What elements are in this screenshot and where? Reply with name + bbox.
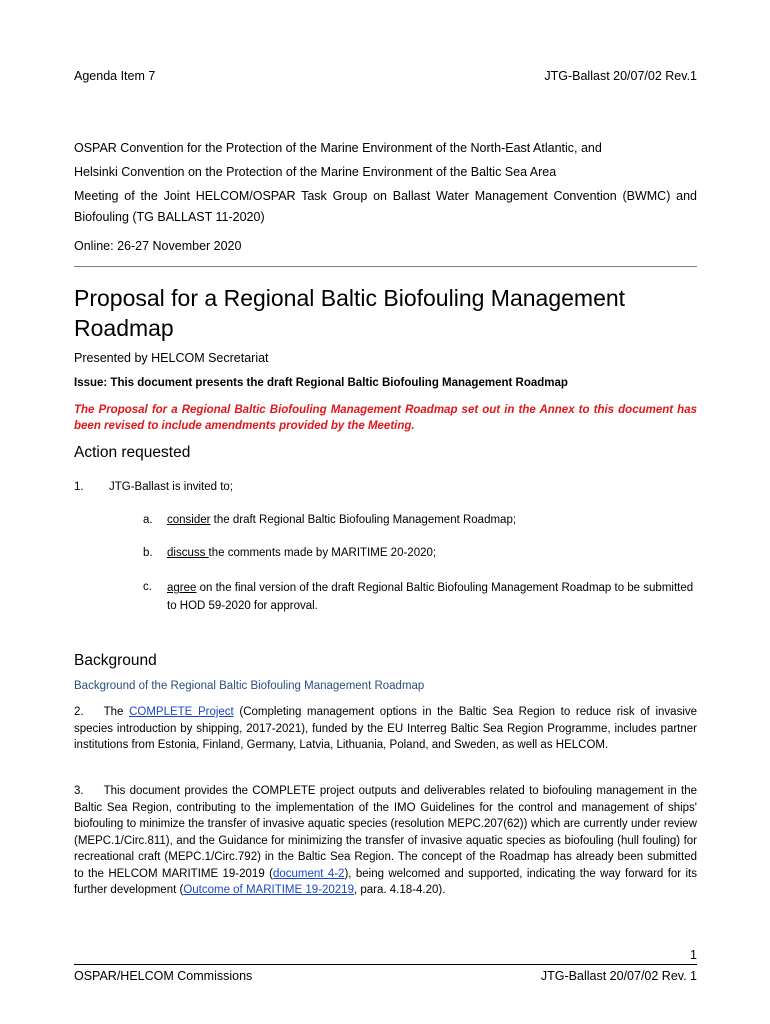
background-heading: Background	[74, 652, 157, 669]
action-b-verb: discuss	[167, 547, 209, 559]
action-c-letter: c.	[143, 581, 152, 593]
action-c-rest: on the final version of the draft Regional Baltic Biofouling Management Roadmap to be submitted to HOD 59-2020 for approval.	[167, 582, 694, 612]
action-requested-heading: Action requested	[74, 444, 191, 461]
action-b-letter: b.	[143, 547, 153, 559]
convention-line-1: OSPAR Convention for the Protection of the Marine Environment of the North-East Atlantic, and	[74, 141, 602, 155]
paragraph-3-text-1: This document provides the COMPLETE project outputs and deliverables related to biofouling management in the Baltic Sea Region, contributing to the implementation of the IMO Guidelines for the control and management of ships' biofouling to minimize the transfer of invasive aquatic species (resolution MEPC.207(62)) which are currently under review (MEPC.1/Circ.811), and the Guidance for minimizing the transfer of invasive aquatic species as biofouling (hull fouling) for recreational craft (MEPC.1/Circ.792) in the Baltic Sea Region. The concept of the Roadmap has already been submitted to the HELCOM MARITIME 19-2019 (	[74, 785, 697, 880]
paragraph-2-number: 2.	[74, 706, 84, 718]
action-b-text	[167, 545, 697, 562]
action-a-letter: a.	[143, 514, 153, 526]
action-a-verb: consider	[167, 514, 211, 526]
footer-left: OSPAR/HELCOM Commissions	[74, 969, 253, 983]
meeting-title: Meeting of the Joint HELCOM/OSPAR Task Group on Ballast Water Management Convention (BWMC) and Biofouling (TG BALLAST 11-2020)	[74, 189, 697, 224]
page-title	[74, 283, 625, 343]
header-agenda-item: Agenda Item 7	[74, 69, 156, 83]
presented-by: Presented by HELCOM Secretariat	[74, 351, 269, 365]
title-line-1: Proposal for a Regional Baltic Biofouling Management	[74, 285, 626, 311]
footer-right: JTG-Ballast 20/07/02 Rev. 1	[540, 969, 697, 983]
paragraph-3-text-3: , para. 4.18-4.20).	[353, 884, 446, 896]
background-subheading: Background of the Regional Baltic Biofouling Management Roadmap	[74, 680, 425, 692]
meeting-date: Online: 26-27 November 2020	[74, 239, 242, 253]
title-line-2: Roadmap	[74, 315, 174, 341]
document-4-2-link[interactable]: document 4-2	[272, 867, 345, 880]
action-c-verb: agree	[167, 582, 197, 594]
issue-statement: Issue: This document presents the draft Regional Baltic Biofouling Management Roadmap	[74, 377, 568, 389]
page-header	[74, 69, 697, 83]
action-a-rest: the draft Regional Baltic Biofouling Management Roadmap;	[210, 514, 517, 526]
action-intro: JTG-Ballast is invited to;	[109, 481, 233, 493]
paragraph-3-number: 3.	[74, 785, 84, 797]
complete-project-link[interactable]: COMPLETE Project	[129, 706, 234, 718]
page-number: 1	[690, 948, 697, 962]
footer-divider	[74, 964, 697, 965]
paragraph-2-post: (Completing management options in the Baltic Sea Region to reduce risk of invasive species introduction by shipping, 2017-2021), funded by the EU Interreg Baltic Sea Region Programme, includes partner institutions from Estonia, Finland, Germany, Latvia, Lithuania, Poland, and Sweden, as well as HELCOM.	[74, 706, 698, 751]
action-a-text	[167, 512, 697, 529]
action-item-number: 1.	[74, 481, 84, 493]
paragraph-2	[74, 704, 697, 754]
paragraph-3	[74, 783, 697, 899]
convention-line-2: Helsinki Convention on the Protection of the Marine Environment of the Baltic Sea Area	[74, 165, 557, 179]
header-divider	[74, 266, 697, 267]
header-doc-ref: JTG-Ballast 20/07/02 Rev.1	[544, 69, 697, 83]
outcome-maritime-link[interactable]: Outcome of MARITIME 19-20219	[183, 884, 354, 896]
paragraph-3-text-2: ), being welcomed and supported, indicating the way forward for its further development (	[74, 867, 697, 896]
page-footer	[74, 969, 697, 983]
action-c-text	[167, 579, 697, 615]
revision-note: The Proposal for a Regional Baltic Biofouling Management Roadmap set out in the Annex to this document has been revised to include amendments provided by the Meeting.	[74, 404, 697, 432]
action-b-rest: the comments made by MARITIME 20-2020;	[208, 547, 437, 559]
paragraph-2-pre: The	[103, 706, 130, 718]
